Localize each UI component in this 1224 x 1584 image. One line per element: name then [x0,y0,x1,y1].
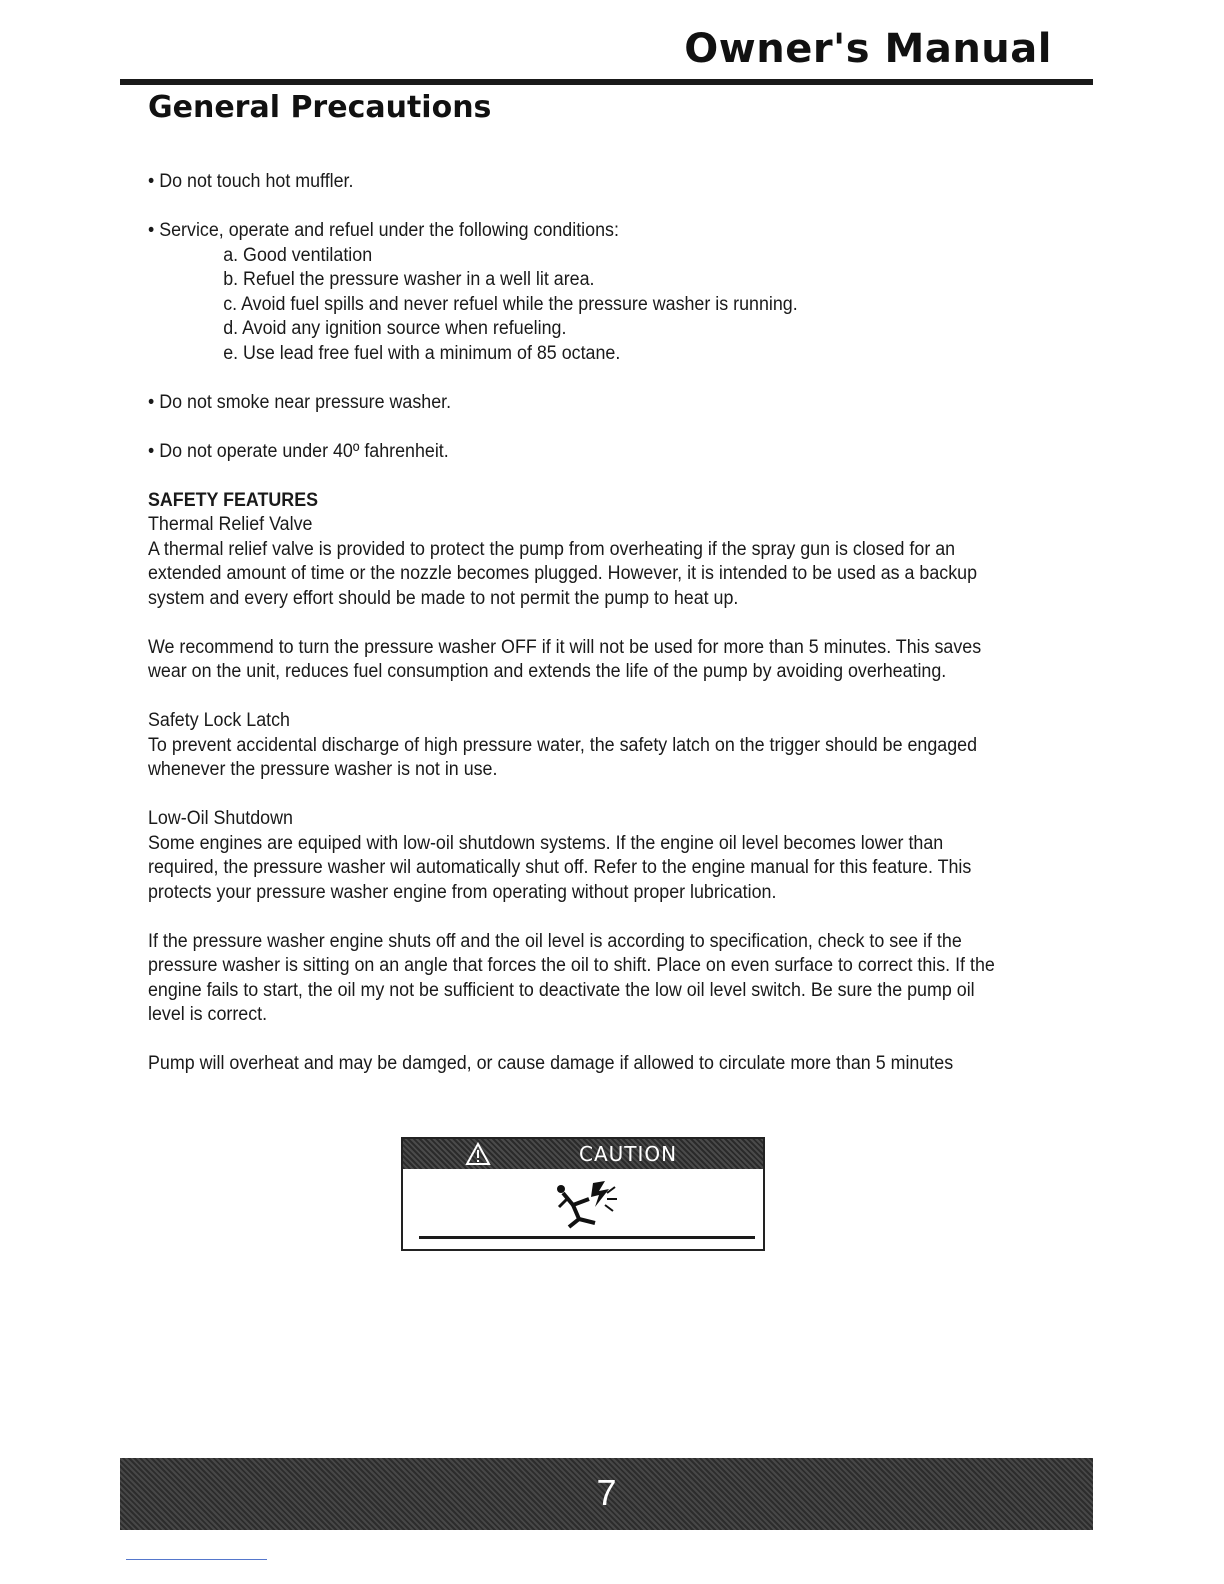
page-number: 7 [596,1472,617,1513]
bullet-conditions: • Service, operate and refuel under the following conditions: [148,220,619,241]
oil-level-line: level is correct. [148,1004,268,1025]
thermal-body-line: extended amount of time or the nozzle becomes plugged. However, it is intended to be used as a backup [148,563,978,584]
oil-level-line: pressure washer is sitting on an angle that forces the oil to shift. Place on even surface to correct this. If the [148,955,995,976]
recommend-line: wear on the unit, reduces fuel consumption and extends the life of the pump by avoiding overheating. [148,661,947,682]
bullet-muffler: • Do not touch hot muffler. [148,171,354,192]
safety-heading: SAFETY FEATURES [148,489,319,511]
thermal-title: Thermal Relief Valve [148,514,313,535]
lock-body-line: To prevent accidental discharge of high pressure water, the safety latch on the trigger should be engaged [148,734,978,756]
caution-rule [419,1236,755,1239]
condition-item: e. Use lead free fuel with a minimum of 85 octane. [223,342,621,364]
bullet-temperature: • Do not operate under 40º fahrenheit. [148,440,449,462]
bullet-smoke: • Do not smoke near pressure washer. [148,391,452,413]
oil-title: Low-Oil Shutdown [148,808,293,829]
condition-item: b. Refuel the pressure washer in a well lit area. [223,269,595,290]
lock-body-line: whenever the pressure washer is not in use. [148,759,498,780]
manual-title: Owner's Manual [684,26,1052,72]
condition-item: a. Good ventilation [223,244,373,266]
section-title: General Precautions [148,90,492,125]
thermal-body-line: system and every effort should be made to not permit the pump to heat up. [148,587,739,609]
bottom-divider [126,1559,267,1560]
page-content [148,170,1013,1077]
footer-bar [120,1458,1093,1530]
oil-body-line: protects your pressure washer engine from operating without proper lubrication. [148,881,777,903]
pump-warning: Pump will overheat and may be damged, or cause damage if allowed to circulate more than 5 minutes [148,1053,954,1074]
condition-item: c. Avoid fuel spills and never refuel while the pressure washer is running. [223,293,798,315]
header-divider [120,79,1093,85]
warning-triangle-icon [465,1142,491,1166]
oil-body-line: required, the pressure washer wil automatically shut off. Refer to the engine manual for this feature. This [148,857,972,878]
recommend-line: We recommend to turn the pressure washer OFF if it will not be used for more than 5 minutes. This saves [148,636,982,658]
lock-title: Safety Lock Latch [148,710,290,731]
condition-item: d. Avoid any ignition source when refueling. [223,318,567,339]
caution-label-box [401,1137,765,1251]
thermal-body-line: A thermal relief valve is provided to protect the pump from overheating if the spray gun is closed for an [148,538,956,560]
oil-level-line: If the pressure washer engine shuts off and the oil level is according to specification, check to see if the [148,930,962,952]
oil-body-line: Some engines are equiped with low-oil shutdown systems. If the engine oil level becomes lower than [148,832,944,854]
oil-level-line: engine fails to start, the oil my not be sufficient to deactivate the low oil level switch. Be sure the pump oil [148,979,975,1001]
caution-header [403,1139,763,1169]
caution-text: CAUTION [579,1142,678,1166]
electric-shock-icon [549,1179,619,1231]
